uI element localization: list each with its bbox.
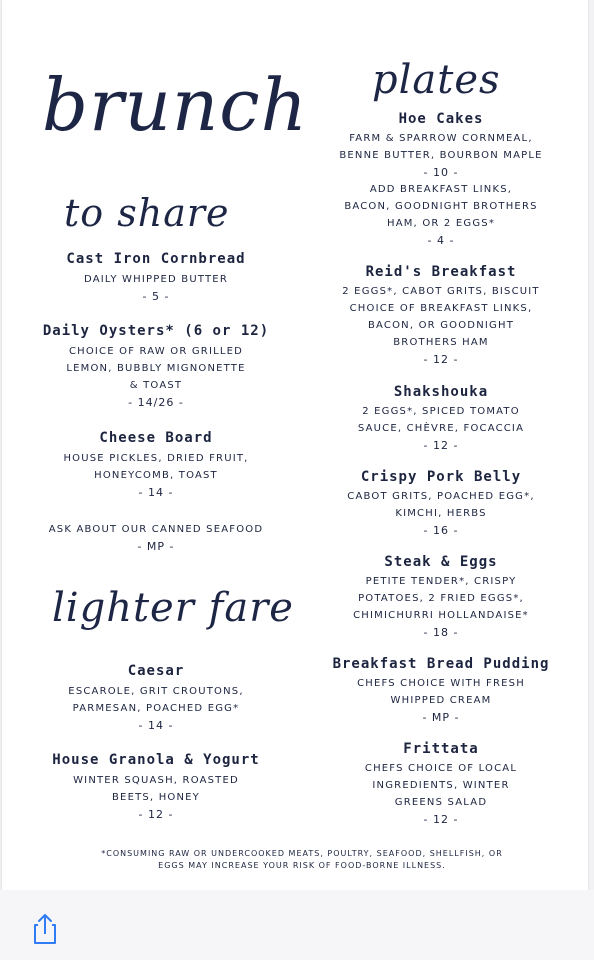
item-price: - 16 - [423, 524, 459, 537]
disclaimer-line: *CONSUMING RAW OR UNDERCOOKED MEATS, POULTRY, SEAFOOD, SHELLFISH, OR [101, 849, 503, 858]
item-name: Cheese Board [99, 430, 213, 446]
menu-item-frittata [330, 740, 552, 828]
menu-item-steak-eggs [330, 553, 552, 641]
item-desc: BENNE BUTTER, BOURBON MAPLE [339, 150, 543, 161]
item-desc: CHEFS CHOICE WITH FRESH [357, 678, 525, 689]
item-desc: CHIMICHURRI HOLLANDAISE* [353, 610, 529, 621]
item-name: Daily Oysters* (6 or 12) [42, 323, 270, 339]
item-price: - 10 - [423, 166, 459, 179]
item-desc: PETITE TENDER*, CRISPY [365, 576, 517, 587]
item-price: - 12 - [138, 808, 174, 821]
item-desc: HOUSE PICKLES, DRIED FRUIT, [63, 453, 249, 464]
item-desc: ESCAROLE, GRIT CROUTONS, [68, 686, 244, 697]
item-price: - 5 - [142, 290, 170, 303]
item-name: Caesar [127, 663, 185, 679]
item-price: - 18 - [423, 626, 459, 639]
menu-item-shakshouka [330, 383, 552, 454]
item-name: Shakshouka [393, 384, 489, 400]
item-price: - 12 - [423, 813, 459, 826]
item-desc: CHOICE OF RAW OR GRILLED [68, 346, 244, 357]
item-desc: GREENS SALAD [394, 797, 488, 808]
menu-item-canned-seafood [42, 521, 270, 555]
health-disclaimer [42, 848, 562, 872]
item-name: Crispy Pork Belly [360, 469, 522, 485]
item-desc: INGREDIENTS, WINTER [372, 780, 510, 791]
item-desc: POTATOES, 2 FRIED EGGS*, [358, 593, 524, 604]
menu-item-cornbread [42, 250, 270, 305]
item-price: - MP - [137, 540, 175, 553]
item-name: Cast Iron Cornbread [66, 251, 246, 267]
item-desc: HONEYCOMB, TOAST [94, 470, 218, 481]
right-column [330, 0, 552, 890]
menu-item-pork-belly [330, 468, 552, 539]
brunch-title: brunch [42, 63, 308, 147]
item-desc: FARM & SPARROW CORNMEAL, [349, 133, 533, 144]
item-desc: & TOAST [129, 380, 183, 391]
item-desc: 2 EGGS*, SPICED TOMATO [362, 406, 520, 417]
item-desc: BACON, OR GOODNIGHT [367, 320, 514, 331]
item-addon: HAM, OR 2 EGGS* [386, 218, 496, 229]
item-price: - 12 - [423, 353, 459, 366]
item-desc: LEMON, BUBBLY MIGNONETTE [66, 363, 246, 374]
item-desc: CHEFS CHOICE OF LOCAL [364, 763, 518, 774]
item-desc: CHOICE OF BREAKFAST LINKS, [349, 303, 533, 314]
item-addon: ADD BREAKFAST LINKS, [369, 184, 513, 195]
plates-heading: plates [372, 57, 501, 103]
menu-item-granola [42, 751, 270, 823]
share-button[interactable] [30, 912, 60, 946]
item-name: Hoe Cakes [398, 111, 484, 127]
menu-item-bread-pudding [320, 655, 562, 726]
menu-page [2, 0, 588, 890]
menu-item-reids-breakfast [330, 263, 552, 368]
item-desc: 2 EGGS*, CABOT GRITS, BISCUIT [342, 286, 540, 297]
item-addon: BACON, GOODNIGHT BROTHERS [344, 201, 538, 212]
lighter-fare-heading: lighter fare [52, 585, 294, 631]
item-name: Breakfast Bread Pudding [332, 656, 550, 672]
item-desc: WINTER SQUASH, ROASTED [73, 775, 239, 786]
disclaimer-line: EGGS MAY INCREASE YOUR RISK OF FOOD-BORNE ILLNESS. [158, 861, 446, 870]
share-icon [30, 912, 60, 946]
item-name: Steak & Eggs [384, 554, 498, 570]
item-desc: PARMESAN, POACHED EGG* [72, 703, 240, 714]
item-desc: SAUCE, CHÈVRE, FOCACCIA [357, 423, 525, 434]
menu-item-cheese-board [42, 429, 270, 501]
item-desc: DAILY WHIPPED BUTTER [84, 274, 228, 285]
item-desc: CABOT GRITS, POACHED EGG*, [347, 491, 535, 502]
item-price: - 14/26 - [128, 396, 184, 409]
menu-item-caesar [42, 662, 270, 734]
item-desc: WHIPPED CREAM [390, 695, 492, 706]
item-desc: KIMCHI, HERBS [395, 508, 487, 519]
menu-item-oysters [42, 322, 270, 411]
item-desc: ASK ABOUT OUR CANNED SEAFOOD [48, 524, 264, 535]
item-name: House Granola & Yogurt [52, 752, 260, 768]
to-share-heading: to share [64, 191, 230, 235]
item-addon-price: - 4 - [427, 234, 455, 247]
item-desc: BEETS, HONEY [111, 792, 200, 803]
item-desc: BROTHERS HAM [393, 337, 489, 348]
item-price: - 12 - [423, 439, 459, 452]
item-price: - 14 - [138, 719, 174, 732]
bottom-toolbar [0, 890, 594, 960]
item-price: - MP - [422, 711, 460, 724]
item-price: - 14 - [138, 486, 174, 499]
menu-item-hoe-cakes [330, 110, 552, 249]
left-column [42, 0, 270, 890]
item-name: Reid's Breakfast [365, 264, 517, 280]
item-name: Frittata [403, 741, 479, 757]
